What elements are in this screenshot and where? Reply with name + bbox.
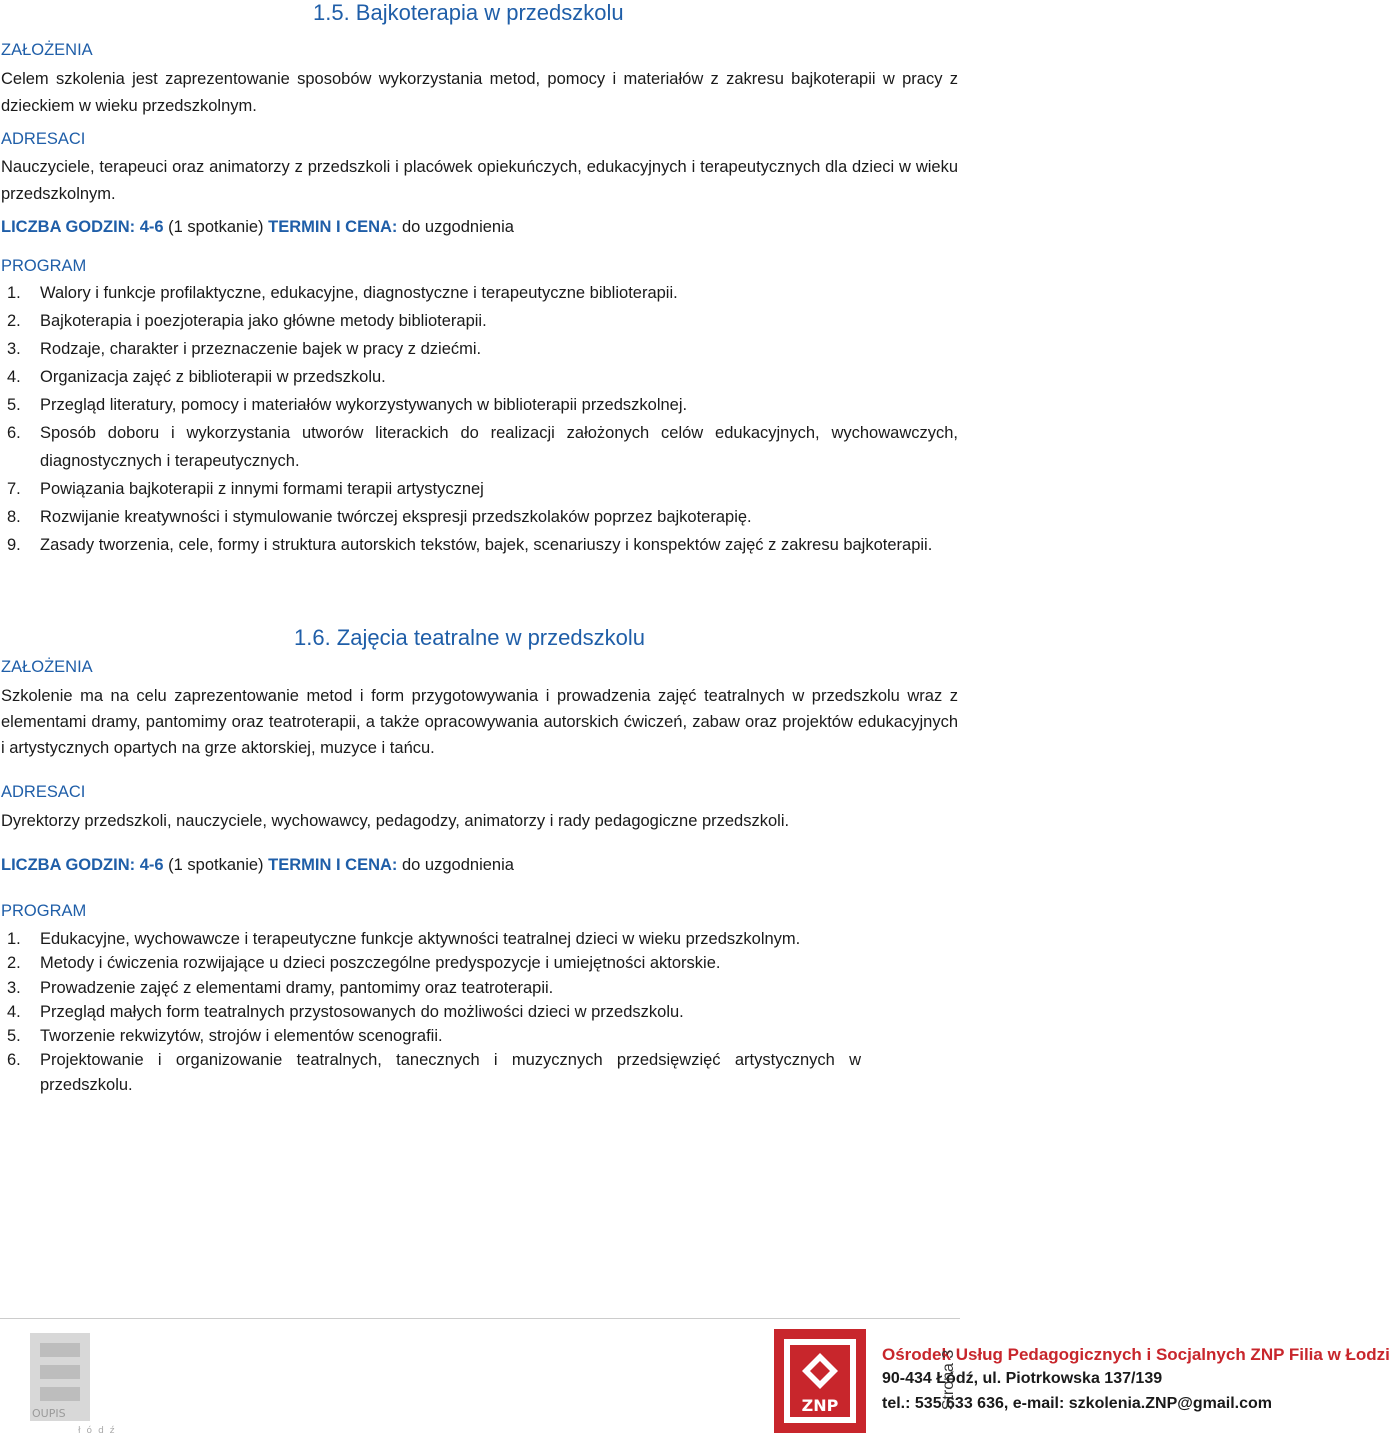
list-item	[1, 279, 958, 307]
list-item-number: 3.	[7, 340, 21, 358]
section2-termin-value: do uzgodnienia	[402, 856, 514, 874]
list-item-text: Sposób doboru i wykorzystania utworów literackich do realizacji założonych celów edukacyjnych, wychowawczych, diagnostycznych i terapeutycznych.	[40, 424, 958, 470]
list-item-number: 1.	[7, 930, 21, 948]
list-item	[1, 927, 861, 951]
list-item-text: Bajkoterapia i poezjoterapia jako główne metody biblioterapii.	[40, 312, 487, 330]
list-item-text: Prowadzenie zajęć z elementami dramy, pantomimy oraz teatroterapii.	[40, 978, 554, 997]
list-item-text: Przegląd literatury, pomocy i materiałów wykorzystywanych w biblioterapii przedszkolnej.	[40, 396, 688, 414]
page-number	[937, 1338, 961, 1422]
section2-program-list	[1, 927, 861, 1097]
oupis-logo-text: OUPIS	[32, 1407, 66, 1420]
list-item-number: 4.	[7, 368, 21, 386]
section2-adresaci-text: Dyrektorzy przedszkoli, nauczyciele, wychowawcy, pedagodzy, animatorzy i rady pedagogiczne przedszkoli.	[1, 812, 790, 830]
list-item	[1, 1024, 861, 1048]
footer-org-name: Ośrodek Usług Pedagogicznych i Socjalnych ZNP Filia w Łodzi	[882, 1345, 1390, 1364]
list-item	[1, 976, 861, 1000]
section1-adresaci-label: ADRESACI	[1, 130, 86, 148]
list-item	[1, 503, 958, 531]
section1-liczba-note: (1 spotkanie)	[168, 218, 264, 236]
znp-logo	[770, 1325, 870, 1437]
list-item-number: 2.	[7, 312, 21, 330]
section1-termin-value: do uzgodnienia	[402, 218, 514, 236]
section2-adresaci-label: ADRESACI	[1, 783, 86, 801]
section2-program-label: PROGRAM	[1, 902, 87, 920]
list-item-number: 1.	[7, 284, 21, 302]
footer-address: 90-434 Łódź, ul. Piotrkowska 137/139	[882, 1370, 1163, 1387]
section2-title: 1.6. Zajęcia teatralne w przedszkolu	[294, 625, 645, 650]
section2-liczba-value: 4-6	[139, 856, 164, 874]
list-item-number: 6.	[7, 424, 21, 442]
list-item-text: Tworzenie rekwizytów, strojów i elementów scenografii.	[40, 1027, 443, 1046]
list-item	[1, 951, 861, 975]
list-item-text: Edukacyjne, wychowawcze i terapeutyczne funkcje aktywności teatralnej dzieci w wieku przedszkolnym.	[40, 930, 801, 948]
section2-liczba-label: LICZBA GODZIN:	[1, 856, 136, 874]
list-item-number: 4.	[7, 1002, 21, 1021]
list-item-text: Rodzaje, charakter i przeznaczenie bajek w pracy z dziećmi.	[40, 340, 482, 358]
list-item-text: Przegląd małych form teatralnych przystosowanych do możliwości dzieci w przedszkolu.	[40, 1002, 684, 1021]
section2-zalozenia-label: ZAŁOŻENIA	[1, 658, 93, 676]
list-item-number: 7.	[7, 480, 21, 498]
page-number-label: Strona 3	[940, 1349, 957, 1411]
section2-liczba-line	[1, 856, 514, 875]
list-item	[1, 363, 958, 391]
section1-zalozenia-label: ZAŁOŻENIA	[1, 41, 93, 59]
section2-termin-label: TERMIN I CENA:	[268, 856, 398, 874]
oupis-logo-city: łódź	[78, 1426, 121, 1436]
section1-liczba-value: 4-6	[139, 218, 164, 236]
list-item	[1, 475, 958, 503]
list-item-text: Zasady tworzenia, cele, formy i struktura autorskich tekstów, bajek, scenariuszy i konspektów zajęć z zakresu bajkoterapii.	[40, 536, 933, 554]
list-item-text: Rozwijanie kreatywności i stymulowanie twórczej ekspresji przedszkolaków poprzez bajkoterapię.	[40, 508, 752, 526]
list-item-number: 3.	[7, 978, 21, 997]
list-item-text: Walory i funkcje profilaktyczne, edukacyjne, diagnostyczne i terapeutyczne biblioterapii.	[40, 284, 678, 302]
list-item	[1, 531, 958, 559]
list-item	[1, 391, 958, 419]
section1-adresaci-text: Nauczyciele, terapeuci oraz animatorzy z przedszkoli i placówek opiekuńczych, edukacyjnych i terapeutycznych dla dzieci w wieku przedszkolnym.	[1, 158, 958, 203]
section2-zalozenia-text: Szkolenie ma na celu zaprezentowanie metod i form przygotowywania i prowadzenia zajęć teatralnych w przedszkolu wraz z elementami dramy, pantomimy oraz teatroterapii, a także opracowywania autorskich ćwiczeń, zabaw oraz projektów edukacyjnych i artystycznych opartych na grze aktorskiej, muzyce i tańcu.	[1, 687, 958, 757]
footer-contact: tel.: 535 633 636, e-mail: szkolenia.ZNP@gmail.com	[882, 1395, 1272, 1412]
section2-liczba-note: (1 spotkanie)	[168, 856, 264, 874]
list-item	[1, 1000, 861, 1024]
section1-program-label: PROGRAM	[1, 257, 87, 275]
section1-zalozenia-text: Celem szkolenia jest zaprezentowanie sposobów wykorzystania metod, pomocy i materiałów z zakresu bajkoterapii w pracy z dzieckiem w wieku przedszkolnym.	[1, 70, 958, 115]
section1-title: 1.5. Bajkoterapia w przedszkolu	[313, 0, 624, 25]
section1-termin-label: TERMIN I CENA:	[268, 218, 398, 236]
footer-divider	[0, 1318, 960, 1319]
list-item	[1, 1048, 861, 1097]
list-item-text: Organizacja zajęć z biblioterapii w przedszkolu.	[40, 368, 386, 386]
list-item-number: 9.	[7, 536, 21, 554]
list-item	[1, 335, 958, 363]
list-item-text: Powiązania bajkoterapii z innymi formami terapii artystycznej	[40, 480, 484, 498]
list-item	[1, 307, 958, 335]
list-item-number: 8.	[7, 508, 21, 526]
list-item-number: 5.	[7, 1027, 21, 1046]
section1-liczba-label: LICZBA GODZIN:	[1, 218, 136, 236]
list-item-text: Metody i ćwiczenia rozwijające u dzieci poszczególne predyspozycje i umiejętności aktorskie.	[40, 954, 721, 973]
znp-logo-text: ZNP	[801, 1396, 839, 1415]
list-item-number: 6.	[7, 1051, 21, 1070]
section1-liczba-line	[1, 218, 514, 237]
list-item-number: 5.	[7, 396, 21, 414]
list-item	[1, 419, 958, 475]
list-item-number: 2.	[7, 954, 21, 973]
oupis-logo	[28, 1325, 138, 1435]
list-item-text: Projektowanie i organizowanie teatralnych, tanecznych i muzycznych przedsięwzięć artystycznych w przedszkolu.	[40, 1051, 861, 1094]
section1-program-list	[1, 279, 958, 559]
